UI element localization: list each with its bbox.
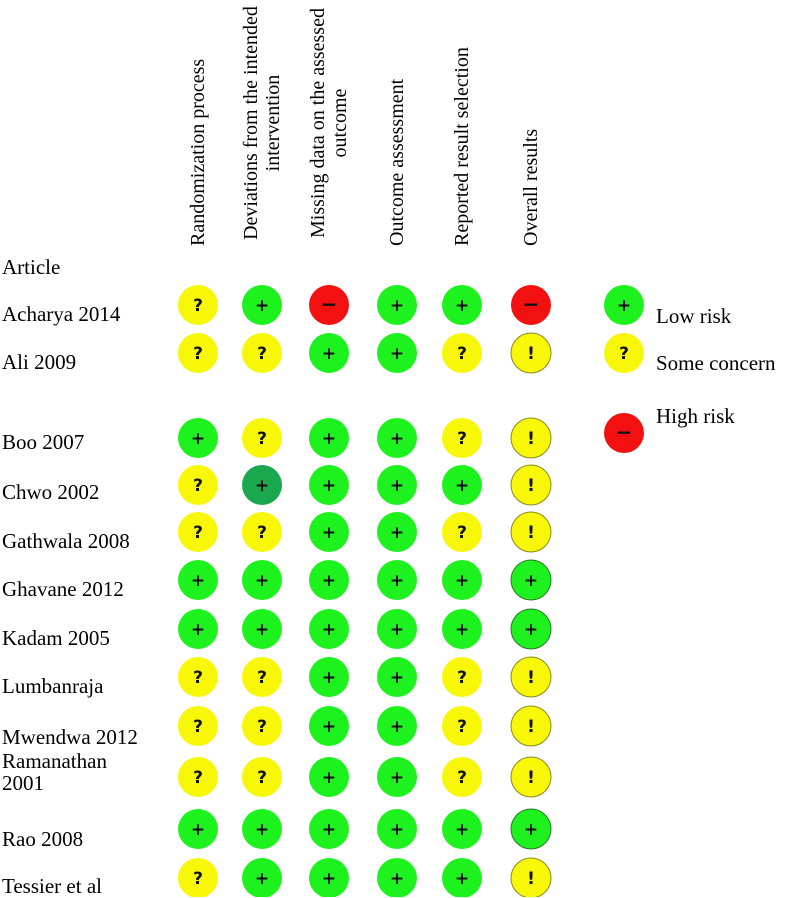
- cell-tessier-et-al-1-symbol: ?: [193, 869, 203, 889]
- cell-tessier-et-al-3: [309, 858, 349, 897]
- study-label: Rao 2008: [2, 827, 84, 851]
- legend-some-marker-symbol: ?: [619, 344, 629, 364]
- domain-header-5: Reported result selection: [451, 47, 473, 246]
- cell-boo-2007-1-symbol: +: [190, 429, 206, 449]
- cell-mwendwa-2012-3-symbol: +: [321, 717, 337, 737]
- cell-ali-2009-2-symbol: ?: [257, 344, 267, 364]
- legend-high-marker: [604, 413, 644, 453]
- cell-kadam-2005-3-symbol: +: [321, 620, 337, 640]
- cell-tessier-et-al-4: [377, 858, 417, 897]
- cell-lumbanraja-5-symbol: ?: [457, 668, 467, 688]
- cell-gathwala-2008-1-symbol: ?: [193, 523, 203, 543]
- cell-tessier-et-al-2: [242, 858, 282, 897]
- domain-header-1: Randomization process: [187, 58, 209, 246]
- study-label: Tessier et al: [2, 874, 102, 898]
- cell-boo-2007-6: [511, 418, 551, 458]
- cell-acharya-2014-1: [178, 285, 218, 325]
- legend-label-low: Low risk: [656, 304, 732, 328]
- cell-ali-2009-5-symbol: ?: [457, 344, 467, 364]
- cell-rao-2008-5-symbol: +: [454, 820, 470, 840]
- cell-boo-2007-6-symbol: !: [527, 429, 535, 449]
- cell-gathwala-2008-6-symbol: !: [527, 523, 535, 543]
- cell-rao-2008-1: [178, 809, 218, 849]
- cell-kadam-2005-1-symbol: +: [190, 620, 206, 640]
- domain-header-4: Outcome assessment: [386, 78, 408, 246]
- legend-high-marker-symbol: −: [615, 420, 633, 444]
- cell-ali-2009-2: [242, 333, 282, 373]
- cell-lumbanraja-1: [178, 657, 218, 697]
- cell-ghavane-2012-6-symbol: +: [523, 571, 539, 591]
- cell-ali-2009-5: [442, 333, 482, 373]
- cell-mwendwa-2012-1-symbol: ?: [193, 717, 203, 737]
- cell-ramanathan-2001-2-symbol: ?: [257, 768, 267, 788]
- cell-chwo-2002-3-symbol: +: [321, 476, 337, 496]
- legend-low-marker: [604, 285, 644, 325]
- cell-mwendwa-2012-1: [178, 706, 218, 746]
- cell-chwo-2002-5-symbol: +: [454, 476, 470, 496]
- study-label: Ramanathan 2001: [2, 749, 107, 795]
- cell-ramanathan-2001-1-symbol: ?: [193, 768, 203, 788]
- cell-chwo-2002-3: [309, 465, 349, 505]
- cell-ghavane-2012-4-symbol: +: [389, 571, 405, 591]
- cell-rao-2008-2-symbol: +: [254, 820, 270, 840]
- domain-header-3: Missing data on the assessed outcome: [307, 8, 351, 238]
- cell-lumbanraja-6: [511, 657, 551, 697]
- cell-chwo-2002-1-symbol: ?: [193, 476, 203, 496]
- cell-gathwala-2008-5-symbol: ?: [457, 523, 467, 543]
- cell-chwo-2002-6-symbol: !: [527, 476, 535, 496]
- study-label: Boo 2007: [2, 430, 85, 454]
- cell-boo-2007-5-symbol: ?: [457, 429, 467, 449]
- cell-ghavane-2012-3: [309, 560, 349, 600]
- cell-mwendwa-2012-4-symbol: +: [389, 717, 405, 737]
- domain-header-6: Overall results: [520, 128, 542, 246]
- cell-lumbanraja-6-symbol: !: [527, 668, 535, 688]
- cell-mwendwa-2012-6: [511, 706, 551, 746]
- cell-ghavane-2012-2-symbol: +: [254, 571, 270, 591]
- cell-kadam-2005-2: [242, 609, 282, 649]
- cell-ramanathan-2001-1: [178, 757, 218, 797]
- cell-rao-2008-3-symbol: +: [321, 820, 337, 840]
- study-label: Kadam 2005: [2, 626, 110, 650]
- cell-tessier-et-al-5: [442, 858, 482, 897]
- cell-mwendwa-2012-5: [442, 706, 482, 746]
- cell-ali-2009-6: [511, 333, 551, 373]
- cell-acharya-2014-3-symbol: −: [320, 292, 338, 316]
- cell-chwo-2002-4: [377, 465, 417, 505]
- cell-ghavane-2012-4: [377, 560, 417, 600]
- cell-tessier-et-al-6: [511, 858, 551, 897]
- cell-ghavane-2012-5-symbol: +: [454, 571, 470, 591]
- cell-chwo-2002-4-symbol: +: [389, 476, 405, 496]
- cell-gathwala-2008-4: [377, 512, 417, 552]
- cell-ramanathan-2001-5-symbol: ?: [457, 768, 467, 788]
- cell-kadam-2005-5: [442, 609, 482, 649]
- cell-ramanathan-2001-5: [442, 757, 482, 797]
- cell-chwo-2002-5: [442, 465, 482, 505]
- cell-lumbanraja-2-symbol: ?: [257, 668, 267, 688]
- cell-boo-2007-4: [377, 418, 417, 458]
- cell-ramanathan-2001-6-symbol: !: [527, 768, 535, 788]
- cell-tessier-et-al-5-symbol: +: [454, 869, 470, 889]
- cell-mwendwa-2012-3: [309, 706, 349, 746]
- cell-kadam-2005-2-symbol: +: [254, 620, 270, 640]
- cell-ali-2009-3-symbol: +: [321, 344, 337, 364]
- cell-mwendwa-2012-6-symbol: !: [527, 717, 535, 737]
- cell-ali-2009-1: [178, 333, 218, 373]
- cell-gathwala-2008-2-symbol: ?: [257, 523, 267, 543]
- cell-ali-2009-6-symbol: !: [527, 344, 535, 364]
- cell-acharya-2014-6-symbol: −: [522, 292, 540, 316]
- cell-mwendwa-2012-5-symbol: ?: [457, 717, 467, 737]
- cell-rao-2008-6-symbol: +: [523, 820, 539, 840]
- cell-gathwala-2008-3: [309, 512, 349, 552]
- cell-ghavane-2012-2: [242, 560, 282, 600]
- cell-boo-2007-3: [309, 418, 349, 458]
- cell-tessier-et-al-2-symbol: +: [254, 869, 270, 889]
- cell-kadam-2005-6: [511, 609, 551, 649]
- cell-boo-2007-2-symbol: ?: [257, 429, 267, 449]
- cell-ghavane-2012-5: [442, 560, 482, 600]
- cell-kadam-2005-6-symbol: +: [523, 620, 539, 640]
- cell-kadam-2005-5-symbol: +: [454, 620, 470, 640]
- study-label: Gathwala 2008: [2, 529, 130, 553]
- cell-gathwala-2008-3-symbol: +: [321, 523, 337, 543]
- cell-boo-2007-1: [178, 418, 218, 458]
- study-label: Acharya 2014: [2, 302, 121, 326]
- cell-lumbanraja-3-symbol: +: [321, 668, 337, 688]
- legend-label-high: High risk: [656, 404, 735, 428]
- cell-ramanathan-2001-4: [377, 757, 417, 797]
- legend-some-marker: [604, 333, 644, 373]
- cell-rao-2008-6: [511, 809, 551, 849]
- cell-acharya-2014-2: [242, 285, 282, 325]
- cell-ali-2009-4: [377, 333, 417, 373]
- cell-gathwala-2008-4-symbol: +: [389, 523, 405, 543]
- cell-chwo-2002-1: [178, 465, 218, 505]
- study-label: Chwo 2002: [2, 480, 100, 504]
- cell-rao-2008-5: [442, 809, 482, 849]
- cell-rao-2008-4: [377, 809, 417, 849]
- cell-acharya-2014-6: [511, 285, 551, 325]
- cell-ghavane-2012-1: [178, 560, 218, 600]
- study-label: Lumbanraja: [2, 674, 104, 698]
- cell-boo-2007-5: [442, 418, 482, 458]
- cell-acharya-2014-3: [309, 285, 349, 325]
- cell-ali-2009-4-symbol: +: [389, 344, 405, 364]
- cell-lumbanraja-4: [377, 657, 417, 697]
- cell-ramanathan-2001-3: [309, 757, 349, 797]
- cell-kadam-2005-1: [178, 609, 218, 649]
- study-label: Ghavane 2012: [2, 577, 124, 601]
- cell-tessier-et-al-1: [178, 858, 218, 897]
- cell-ghavane-2012-6: [511, 560, 551, 600]
- cell-ali-2009-3: [309, 333, 349, 373]
- cell-kadam-2005-3: [309, 609, 349, 649]
- cell-ramanathan-2001-2: [242, 757, 282, 797]
- cell-lumbanraja-5: [442, 657, 482, 697]
- cell-acharya-2014-2-symbol: +: [254, 296, 270, 316]
- cell-tessier-et-al-3-symbol: +: [321, 869, 337, 889]
- cell-lumbanraja-3: [309, 657, 349, 697]
- cell-chwo-2002-2: [242, 465, 282, 505]
- study-label: Ali 2009: [2, 350, 77, 374]
- cell-ghavane-2012-3-symbol: +: [321, 571, 337, 591]
- article-header: Article: [2, 255, 61, 279]
- cell-ali-2009-1-symbol: ?: [193, 344, 203, 364]
- cell-tessier-et-al-4-symbol: +: [389, 869, 405, 889]
- cell-mwendwa-2012-2-symbol: ?: [257, 717, 267, 737]
- cell-acharya-2014-4: [377, 285, 417, 325]
- cell-gathwala-2008-5: [442, 512, 482, 552]
- cell-kadam-2005-4-symbol: +: [389, 620, 405, 640]
- cell-boo-2007-3-symbol: +: [321, 429, 337, 449]
- cell-ghavane-2012-1-symbol: +: [190, 571, 206, 591]
- legend-low-marker-symbol: +: [616, 296, 632, 316]
- cell-ramanathan-2001-4-symbol: +: [389, 768, 405, 788]
- legend-label-some: Some concern: [656, 351, 776, 375]
- cell-kadam-2005-4: [377, 609, 417, 649]
- cell-acharya-2014-5-symbol: +: [454, 296, 470, 316]
- cell-ramanathan-2001-6: [511, 757, 551, 797]
- cell-gathwala-2008-1: [178, 512, 218, 552]
- cell-ramanathan-2001-3-symbol: +: [321, 768, 337, 788]
- cell-boo-2007-4-symbol: +: [389, 429, 405, 449]
- cell-acharya-2014-1-symbol: ?: [193, 296, 203, 316]
- cell-chwo-2002-6: [511, 465, 551, 505]
- cell-rao-2008-2: [242, 809, 282, 849]
- study-label: Mwendwa 2012: [2, 725, 138, 749]
- cell-rao-2008-4-symbol: +: [389, 820, 405, 840]
- cell-lumbanraja-2: [242, 657, 282, 697]
- cell-mwendwa-2012-4: [377, 706, 417, 746]
- cell-rao-2008-1-symbol: +: [190, 820, 206, 840]
- cell-mwendwa-2012-2: [242, 706, 282, 746]
- cell-lumbanraja-1-symbol: ?: [193, 668, 203, 688]
- cell-acharya-2014-4-symbol: +: [389, 296, 405, 316]
- cell-rao-2008-3: [309, 809, 349, 849]
- cell-tessier-et-al-6-symbol: !: [527, 869, 535, 889]
- cell-chwo-2002-2-symbol: +: [254, 476, 270, 496]
- domain-header-2: Deviations from the intended intervention: [240, 6, 284, 240]
- cell-boo-2007-2: [242, 418, 282, 458]
- cell-acharya-2014-5: [442, 285, 482, 325]
- cell-gathwala-2008-6: [511, 512, 551, 552]
- cell-gathwala-2008-2: [242, 512, 282, 552]
- cell-lumbanraja-4-symbol: +: [389, 668, 405, 688]
